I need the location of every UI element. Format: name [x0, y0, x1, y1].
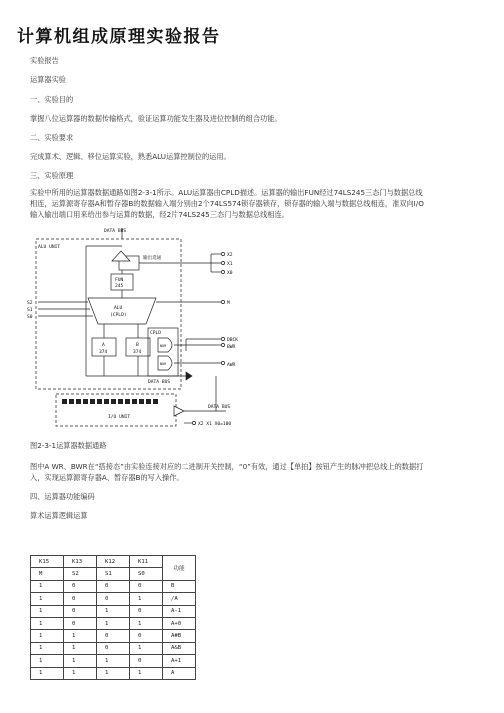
table-cell: A+0: [163, 617, 196, 629]
label-io-unit: I/O UNIT: [108, 415, 131, 420]
table-cell: B: [163, 580, 196, 592]
label-reg-a-chip: 374: [99, 350, 108, 355]
table-cell: 1: [130, 593, 163, 605]
label-s2: S2: [27, 301, 33, 306]
heading-principle: 三、实验原理: [30, 171, 74, 180]
table-cell: 1: [97, 617, 130, 629]
principle-line-1: 实验中所用的运算器数据通路如图2-3-1所示。ALU运算器由CPLD描述。运算器的输出FUN经过74LS245三态门与数据总线: [30, 188, 423, 197]
table-header-cell: K11: [130, 556, 163, 568]
subheading-ops: 算术运算逻辑运算: [30, 511, 88, 520]
label-awr: AWR: [227, 363, 236, 368]
label-data-bus-top: DATA BUS: [104, 229, 127, 234]
table-cell: 1: [31, 667, 64, 679]
table-cell: 1: [64, 630, 97, 642]
table-cell: 1: [130, 642, 163, 654]
table-cell: 0: [97, 580, 130, 592]
table-row: [31, 593, 196, 605]
table-cell: 1: [31, 642, 64, 654]
label-fun: FUN: [115, 278, 124, 283]
table-cell: 1: [130, 667, 163, 679]
heading-function-code: 四、运算器功能编码: [30, 492, 95, 501]
table-header-cell: K13: [64, 556, 97, 568]
label-io-bottom: X2 X1 X0=100: [198, 422, 232, 427]
principle-line-3: 输入输出端口用来给出参与运算的数据，经2片74LS245三态门与数据总线相连。: [30, 210, 289, 219]
label-reg-a: A: [102, 343, 105, 348]
table-cell: /A: [163, 593, 196, 605]
table-cell: 1: [31, 630, 64, 642]
table-row: [31, 617, 196, 629]
table-row: [31, 605, 196, 617]
table-cell: 1: [31, 617, 64, 629]
table-header-cell: M: [31, 568, 64, 580]
breadcrumb-report: 实验报告: [30, 56, 59, 65]
heading-requirements: 二、实验要求: [30, 133, 74, 142]
explain-line-2: 入，实现运算源寄存器A、暂存器B的写入操作。: [30, 473, 184, 482]
heading-purpose: 一、实验目的: [30, 95, 74, 104]
table-cell: 0: [64, 617, 97, 629]
label-x1: X1: [227, 262, 233, 267]
table-cell: A+1: [163, 655, 196, 667]
table-cell: 0: [97, 630, 130, 642]
label-cpld: (CPLD): [110, 313, 127, 318]
figure-caption: 图2-3-1运算器数据通路: [30, 441, 107, 450]
table-header-cell: S1: [97, 568, 130, 580]
label-bwr: BWR: [227, 345, 236, 350]
datapath-svg: [26, 226, 271, 436]
table-cell: 0: [130, 630, 163, 642]
table-cell: 1: [31, 605, 64, 617]
table-header-row-1: [31, 556, 196, 568]
label-fun-chip: 245: [115, 284, 124, 289]
table-cell: 1: [97, 655, 130, 667]
table-row: [31, 667, 196, 679]
label-x0: X0: [227, 271, 233, 276]
explain-line-1: 图中A WR、BWR在“搭接态”由实验连接对应的二进制开关控制，“0”有效，通过【单拍】按钮产生的脉冲把总线上的数据打: [30, 462, 424, 471]
label-m: M: [227, 301, 230, 306]
table-cell: 1: [31, 593, 64, 605]
table-cell: 0: [97, 593, 130, 605]
table-row: [31, 580, 196, 592]
table-header-cell: S0: [130, 568, 163, 580]
io-switch-row: [62, 399, 158, 404]
table-cell: A-1: [163, 605, 196, 617]
alu-datapath-figure: [26, 226, 271, 440]
table-cell: 1: [31, 655, 64, 667]
table-cell: 1: [97, 605, 130, 617]
label-s1: S1: [27, 308, 33, 313]
label-gate-1: NOR: [160, 344, 167, 348]
function-code-table: [30, 555, 196, 680]
table-cell: 0: [130, 580, 163, 592]
table-cell: 1: [130, 617, 163, 629]
label-cpld-small: CPLD: [150, 331, 162, 336]
table-header-cell: S2: [64, 568, 97, 580]
label-reg-b: B: [136, 343, 139, 348]
table-row: [31, 642, 196, 654]
table-cell: 0: [64, 580, 97, 592]
label-data-bus-mid: DATA BUS: [148, 380, 171, 385]
text-purpose: 掌握八位运算器的数据传输格式，验证运算功能发生器及进位控制的组合功能。: [30, 114, 282, 123]
table-cell: 1: [64, 655, 97, 667]
label-s0: S0: [27, 315, 33, 320]
principle-line-2: 相连，运算源寄存器A和暂存器B的数据输入端分别由2个74LS574锁存器锁存，锁存器的输入端与数据总线相连，准双向I/O: [30, 199, 424, 208]
table-cell: 1: [31, 580, 64, 592]
table-cell: 0: [64, 605, 97, 617]
page-title: 计算机组成原理实验报告: [17, 27, 221, 47]
table-cell: 0: [97, 642, 130, 654]
table-row: [31, 630, 196, 642]
breadcrumb-experiment: 运算器实验: [30, 75, 66, 84]
table-cell: A&B: [163, 642, 196, 654]
table-header-cell: K15: [31, 556, 64, 568]
label-reg-b-chip: 374: [133, 350, 142, 355]
table-cell: A: [163, 667, 196, 679]
table-row: [31, 655, 196, 667]
table-cell: 1: [97, 667, 130, 679]
label-data-bus-bottom: DATA BUS: [208, 405, 231, 410]
table-cell: A#B: [163, 630, 196, 642]
table-cell: 1: [64, 667, 97, 679]
table-header-cell: K12: [97, 556, 130, 568]
label-alu-unit: ALU UNIT: [38, 245, 61, 250]
text-requirements: 完成算术、逻辑、移位运算实验，熟悉ALU运算控制位的运用。: [30, 152, 231, 161]
table-header-function: 功能: [163, 556, 196, 581]
label-dbck: DBCK: [227, 338, 239, 343]
label-out-select: 输出选通: [143, 256, 162, 261]
label-gate-2: NOR: [160, 362, 167, 366]
label-x2: X2: [227, 253, 233, 258]
label-alu: ALU: [114, 306, 123, 311]
table-cell: 0: [130, 605, 163, 617]
table-cell: 1: [64, 642, 97, 654]
table-cell: 0: [64, 593, 97, 605]
table-cell: 0: [130, 655, 163, 667]
